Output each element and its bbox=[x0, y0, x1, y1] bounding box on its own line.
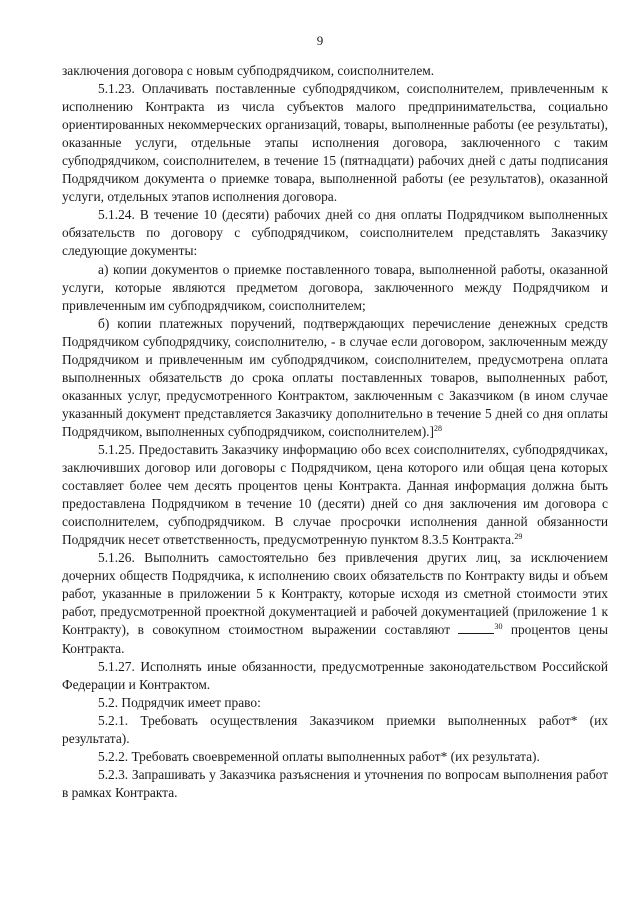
clause-5-1-26 bbox=[62, 549, 608, 657]
clause-5-1-25-text: 5.1.25. Предоставить Заказчику информацию обо всех соисполнителях, субподрядчиках, заключивших договор или договоры с Подрядчиком, цена которого или общая цена которых составляет более чем десять процентов цены Контракта. Данная информация должна быть предоставлена Подрядчиком в течение 10 (десяти) дней со дня заключения им договора с соисполнителем, субподрядчиком. В случае просрочки исполнения данной обязанности Подрядчик несет ответственность, предусмотренную пунктом 8.3.5 Контракта. bbox=[62, 441, 608, 548]
clause-5-1-24-b-text: б) копии платежных поручений, подтверждающих перечисление денежных средств Подрядчиком субподрядчику, соисполнителю, - в случае если договором, заключенным между Подрядчиком и привлеченным им субподрядчиком, соисполнителем, предусмотрена оплата выполненных обязательств до срока оплаты поставленных товаров, выполненных работ, оказанных услуг, предусмотренного Контрактом, заключенным с Заказчиком (в ином случае указанный документ представляется Заказчику дополнительно в течение 5 дней со дня оплаты Подрядчиком, выполненных субподрядчиком, соисполнителем).] bbox=[62, 315, 608, 439]
footnote-ref-29: 29 bbox=[514, 532, 523, 542]
page-number: 9 bbox=[316, 33, 324, 48]
clause-5-1-26-text: 5.1.26. Выполнить самостоятельно без привлечения других лиц, за исключением дочерних обществ Подрядчика, к исполнению своих обязательств по Контракту виды и объем работ, указанные в приложении 5 к Контракту, которые исходя из сметной стоимости этих работ, предусмотренной проектной документацией и рабочей документацией (приложение 1 к Контракту), в совокупном стоимостном выражении составляют bbox=[62, 550, 608, 638]
paragraph-continuation: заключения договора с новым субподрядчиком, соисполнителем. bbox=[62, 63, 435, 78]
clause-5-2-2: 5.2.2. Требовать своевременной оплаты выполненных работ* (их результата). bbox=[98, 748, 540, 764]
clause-5-1-27: 5.1.27. Исполнять иные обязанности, предусмотренные законодательством Российской Федерации и Контрактом. bbox=[62, 658, 608, 692]
clause-5-1-24-b bbox=[62, 315, 608, 441]
document-body bbox=[62, 62, 608, 802]
clause-5-2: 5.2. Подрядчик имеет право: bbox=[98, 694, 261, 710]
footnote-ref-28: 28 bbox=[433, 423, 442, 433]
clause-5-2-3: 5.2.3. Запрашивать у Заказчика разъяснения и уточнения по вопросам выполнения работ в рамках Контракта. bbox=[62, 766, 608, 800]
clause-5-2-1: 5.2.1. Требовать осуществления Заказчиком приемки выполненных работ* (их результата). bbox=[62, 712, 608, 746]
blank-percent-field bbox=[458, 621, 494, 634]
clause-5-1-25 bbox=[62, 441, 608, 549]
clause-5-1-24: 5.1.24. В течение 10 (десяти) рабочих дней со дня оплаты Подрядчиком выполненных обязательств по договору с субподрядчиком, соисполнителем представлять Заказчику следующие документы: bbox=[62, 207, 608, 259]
clause-5-1-24-a: а) копии документов о приемке поставленного товара, выполненной работы, оказанной услуги, которые являются предметом договора, заключенного между Подрядчиком и привлеченным им субподрядчиком, соисполнителем; bbox=[62, 261, 608, 313]
clause-5-1-23: 5.1.23. Оплачивать поставленные субподрядчиком, соисполнителем, привлеченным к исполнению Контракта из числа субъектов малого предпринимательства, социально ориентированных некоммерческих организаций, товары, выполненные работы (ее результаты), оказанные услуги, отдельные этапы исполнения договора, заключенного с таким субподрядчиком, соисполнителем, в течение 15 (пятнадцати) рабочих дней с даты подписания Подрядчиком документа о приемке товара, выполненной работы (ее результатов), оказанной услуги, отдельных этапов исполнения договора. bbox=[62, 81, 608, 205]
clause-5-1-26-tail: процентов цены Контракта. bbox=[62, 622, 608, 656]
footnote-ref-30: 30 bbox=[494, 622, 503, 632]
